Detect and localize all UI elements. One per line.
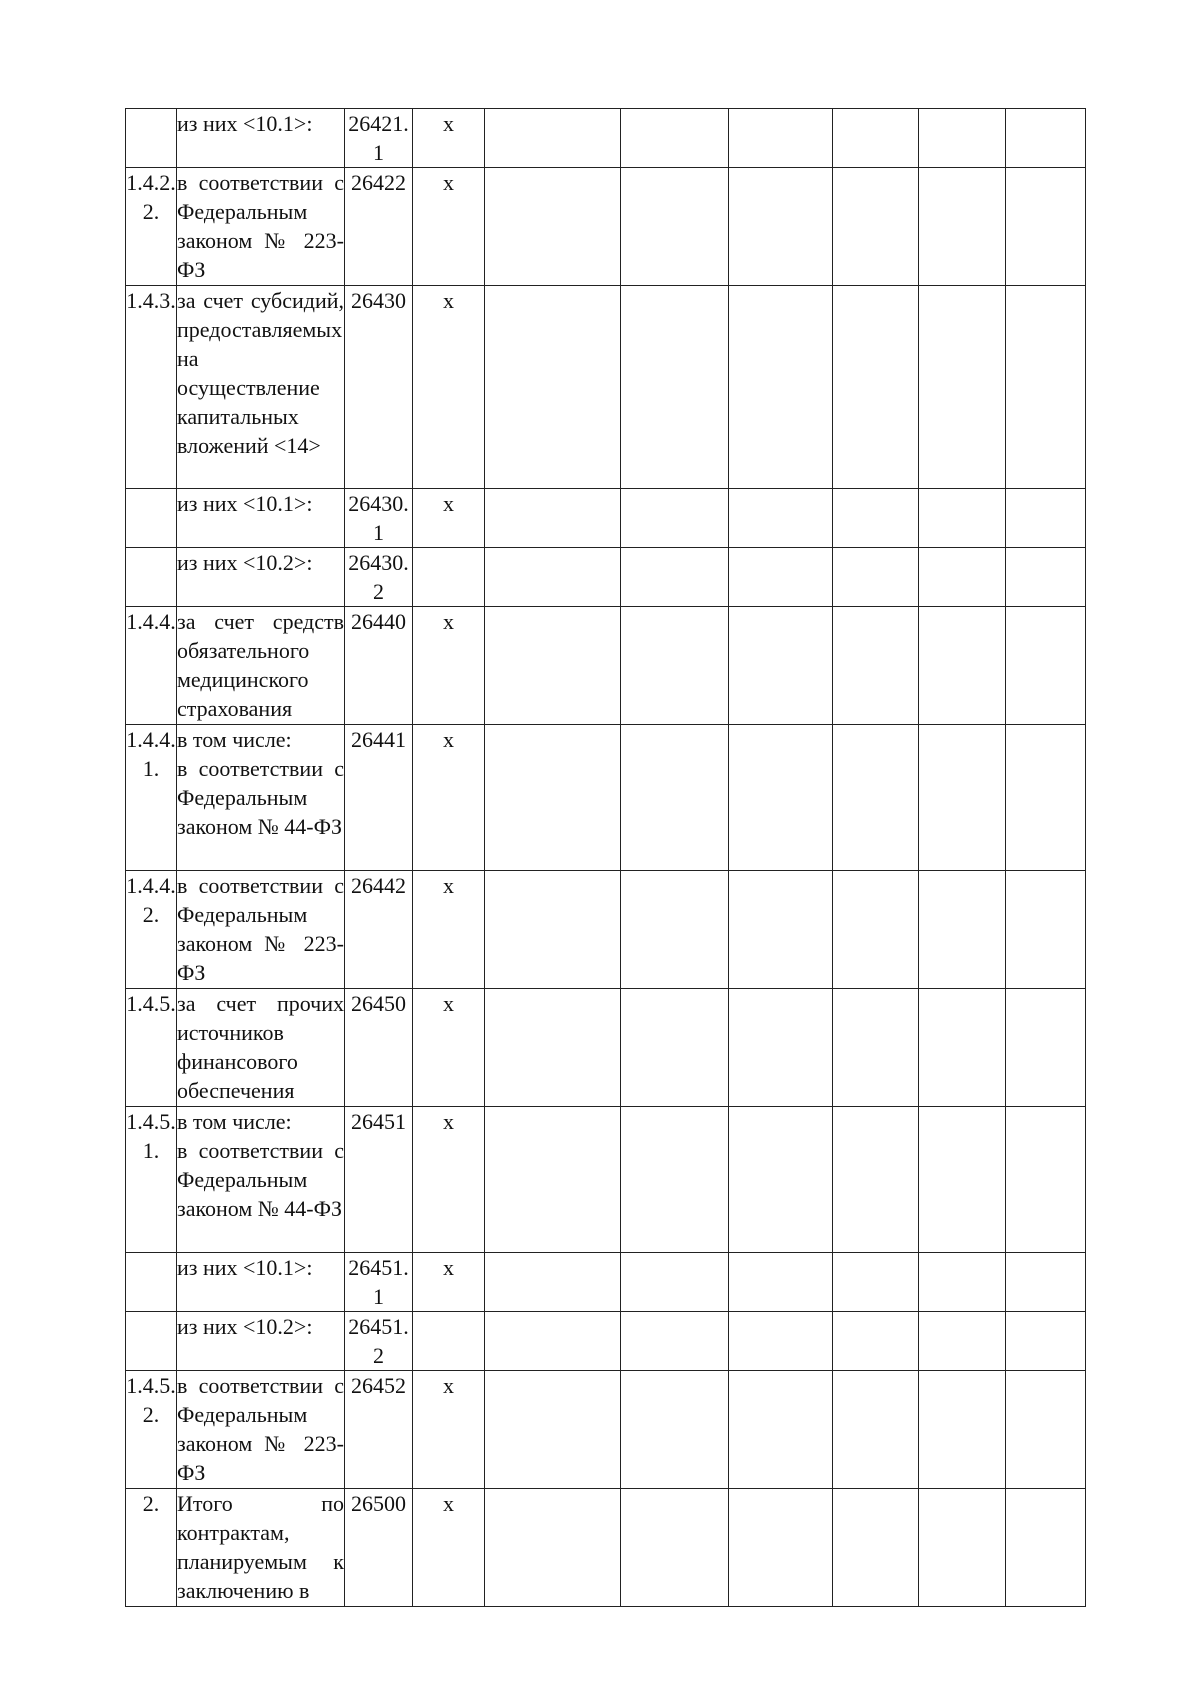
row-mark bbox=[413, 1312, 485, 1371]
row-number bbox=[126, 1253, 177, 1312]
row-code: 26451. 1 bbox=[345, 1253, 413, 1312]
empty-cell bbox=[621, 989, 729, 1107]
row-code: 26421. 1 bbox=[345, 109, 413, 168]
row-name: в том числе: в соответствии с Федеральным законом № 44-ФЗ bbox=[177, 725, 345, 871]
empty-cell bbox=[1006, 1489, 1086, 1607]
empty-cell bbox=[1006, 1253, 1086, 1312]
table-row bbox=[126, 286, 1086, 489]
row-code: 26442 bbox=[345, 871, 413, 989]
row-code: 26450 bbox=[345, 989, 413, 1107]
row-name: в соответствии с Федеральным законом № 223-ФЗ bbox=[177, 871, 345, 989]
empty-cell bbox=[729, 109, 833, 168]
empty-cell bbox=[485, 548, 621, 607]
empty-cell bbox=[919, 989, 1006, 1107]
empty-cell bbox=[485, 109, 621, 168]
empty-cell bbox=[919, 109, 1006, 168]
row-name: в соответствии с Федеральным законом № 223-ФЗ bbox=[177, 1371, 345, 1489]
empty-cell bbox=[729, 725, 833, 871]
empty-cell bbox=[621, 1253, 729, 1312]
empty-cell bbox=[621, 725, 729, 871]
empty-cell bbox=[919, 548, 1006, 607]
empty-cell bbox=[729, 286, 833, 489]
empty-cell bbox=[1006, 1312, 1086, 1371]
table-row bbox=[126, 109, 1086, 168]
row-code: 26422 bbox=[345, 168, 413, 286]
empty-cell bbox=[919, 168, 1006, 286]
row-code: 26451 bbox=[345, 1107, 413, 1253]
row-mark: x bbox=[413, 725, 485, 871]
row-mark: x bbox=[413, 1253, 485, 1312]
row-mark: x bbox=[413, 1371, 485, 1489]
empty-cell bbox=[485, 725, 621, 871]
empty-cell bbox=[1006, 286, 1086, 489]
table-row bbox=[126, 989, 1086, 1107]
empty-cell bbox=[729, 1489, 833, 1607]
row-name: за счет субсидий, предоставляемых на осуществление капитальных вложений <14> bbox=[177, 286, 345, 489]
empty-cell bbox=[729, 1371, 833, 1489]
empty-cell bbox=[919, 871, 1006, 989]
row-mark bbox=[413, 548, 485, 607]
empty-cell bbox=[621, 168, 729, 286]
empty-cell bbox=[729, 1107, 833, 1253]
empty-cell bbox=[485, 1489, 621, 1607]
row-name: Итого по контрактам, планируемым к заключению в bbox=[177, 1489, 345, 1607]
empty-cell bbox=[621, 607, 729, 725]
table-row bbox=[126, 607, 1086, 725]
empty-cell bbox=[833, 489, 919, 548]
row-number bbox=[126, 489, 177, 548]
empty-cell bbox=[919, 1253, 1006, 1312]
empty-cell bbox=[729, 168, 833, 286]
empty-cell bbox=[1006, 548, 1086, 607]
row-mark: x bbox=[413, 989, 485, 1107]
empty-cell bbox=[833, 1371, 919, 1489]
empty-cell bbox=[729, 489, 833, 548]
empty-cell bbox=[729, 871, 833, 989]
empty-cell bbox=[729, 548, 833, 607]
empty-cell bbox=[919, 725, 1006, 871]
empty-cell bbox=[621, 1312, 729, 1371]
empty-cell bbox=[833, 725, 919, 871]
empty-cell bbox=[621, 1489, 729, 1607]
row-code: 26430. 1 bbox=[345, 489, 413, 548]
empty-cell bbox=[1006, 989, 1086, 1107]
row-number bbox=[126, 1312, 177, 1371]
row-mark: x bbox=[413, 109, 485, 168]
empty-cell bbox=[1006, 1371, 1086, 1489]
empty-cell bbox=[621, 109, 729, 168]
empty-cell bbox=[485, 489, 621, 548]
row-code: 26430. 2 bbox=[345, 548, 413, 607]
table-row bbox=[126, 1253, 1086, 1312]
table-row bbox=[126, 548, 1086, 607]
empty-cell bbox=[1006, 489, 1086, 548]
table-row bbox=[126, 1107, 1086, 1253]
empty-cell bbox=[919, 1312, 1006, 1371]
row-number: 1.4.5. 2. bbox=[126, 1371, 177, 1489]
row-number: 1.4.5. 1. bbox=[126, 1107, 177, 1253]
empty-cell bbox=[833, 1312, 919, 1371]
row-name: за счет средств обязательного медицинского страхования bbox=[177, 607, 345, 725]
empty-cell bbox=[919, 607, 1006, 725]
row-number: 2. bbox=[126, 1489, 177, 1607]
empty-cell bbox=[833, 1489, 919, 1607]
empty-cell bbox=[833, 989, 919, 1107]
empty-cell bbox=[621, 1107, 729, 1253]
empty-cell bbox=[729, 989, 833, 1107]
empty-cell bbox=[919, 286, 1006, 489]
row-mark: x bbox=[413, 286, 485, 489]
row-code: 26441 bbox=[345, 725, 413, 871]
empty-cell bbox=[833, 109, 919, 168]
row-name: из них <10.1>: bbox=[177, 109, 345, 168]
row-mark: x bbox=[413, 1107, 485, 1253]
empty-cell bbox=[833, 168, 919, 286]
empty-cell bbox=[621, 548, 729, 607]
row-number bbox=[126, 548, 177, 607]
empty-cell bbox=[919, 489, 1006, 548]
row-mark: x bbox=[413, 489, 485, 548]
row-number: 1.4.2. 2. bbox=[126, 168, 177, 286]
empty-cell bbox=[1006, 871, 1086, 989]
empty-cell bbox=[485, 989, 621, 1107]
empty-cell bbox=[1006, 607, 1086, 725]
empty-cell bbox=[485, 871, 621, 989]
table-row bbox=[126, 489, 1086, 548]
report-table bbox=[125, 108, 1086, 1607]
row-name: из них <10.1>: bbox=[177, 489, 345, 548]
empty-cell bbox=[621, 286, 729, 489]
row-code: 26430 bbox=[345, 286, 413, 489]
empty-cell bbox=[833, 286, 919, 489]
empty-cell bbox=[485, 1107, 621, 1253]
empty-cell bbox=[1006, 725, 1086, 871]
row-number: 1.4.5. bbox=[126, 989, 177, 1107]
row-mark: x bbox=[413, 607, 485, 725]
empty-cell bbox=[833, 548, 919, 607]
row-number bbox=[126, 109, 177, 168]
row-name: за счет прочих источников финансового обеспечения bbox=[177, 989, 345, 1107]
empty-cell bbox=[485, 1253, 621, 1312]
row-name: в соответствии с Федеральным законом № 223-ФЗ bbox=[177, 168, 345, 286]
row-name: в том числе: в соответствии с Федеральным законом № 44-ФЗ bbox=[177, 1107, 345, 1253]
table-body bbox=[126, 109, 1086, 1607]
empty-cell bbox=[621, 1371, 729, 1489]
row-number: 1.4.4. bbox=[126, 607, 177, 725]
empty-cell bbox=[1006, 168, 1086, 286]
empty-cell bbox=[729, 1253, 833, 1312]
empty-cell bbox=[729, 607, 833, 725]
empty-cell bbox=[833, 1253, 919, 1312]
empty-cell bbox=[485, 1371, 621, 1489]
row-name: из них <10.2>: bbox=[177, 1312, 345, 1371]
empty-cell bbox=[833, 607, 919, 725]
row-mark: x bbox=[413, 871, 485, 989]
row-code: 26440 bbox=[345, 607, 413, 725]
empty-cell bbox=[919, 1371, 1006, 1489]
empty-cell bbox=[621, 489, 729, 548]
empty-cell bbox=[485, 607, 621, 725]
table-row bbox=[126, 1312, 1086, 1371]
row-code: 26452 bbox=[345, 1371, 413, 1489]
empty-cell bbox=[621, 871, 729, 989]
empty-cell bbox=[1006, 1107, 1086, 1253]
empty-cell bbox=[833, 871, 919, 989]
row-code: 26451. 2 bbox=[345, 1312, 413, 1371]
row-name: из них <10.2>: bbox=[177, 548, 345, 607]
row-name: из них <10.1>: bbox=[177, 1253, 345, 1312]
table-row bbox=[126, 871, 1086, 989]
row-mark: x bbox=[413, 1489, 485, 1607]
table-row bbox=[126, 168, 1086, 286]
empty-cell bbox=[485, 168, 621, 286]
table-row bbox=[126, 1371, 1086, 1489]
empty-cell bbox=[485, 1312, 621, 1371]
table-row bbox=[126, 725, 1086, 871]
empty-cell bbox=[485, 286, 621, 489]
row-mark: x bbox=[413, 168, 485, 286]
row-code: 26500 bbox=[345, 1489, 413, 1607]
row-number: 1.4.4. 1. bbox=[126, 725, 177, 871]
empty-cell bbox=[1006, 109, 1086, 168]
table-row bbox=[126, 1489, 1086, 1607]
empty-cell bbox=[919, 1107, 1006, 1253]
empty-cell bbox=[919, 1489, 1006, 1607]
row-number: 1.4.4. 2. bbox=[126, 871, 177, 989]
empty-cell bbox=[729, 1312, 833, 1371]
empty-cell bbox=[833, 1107, 919, 1253]
row-number: 1.4.3. bbox=[126, 286, 177, 489]
